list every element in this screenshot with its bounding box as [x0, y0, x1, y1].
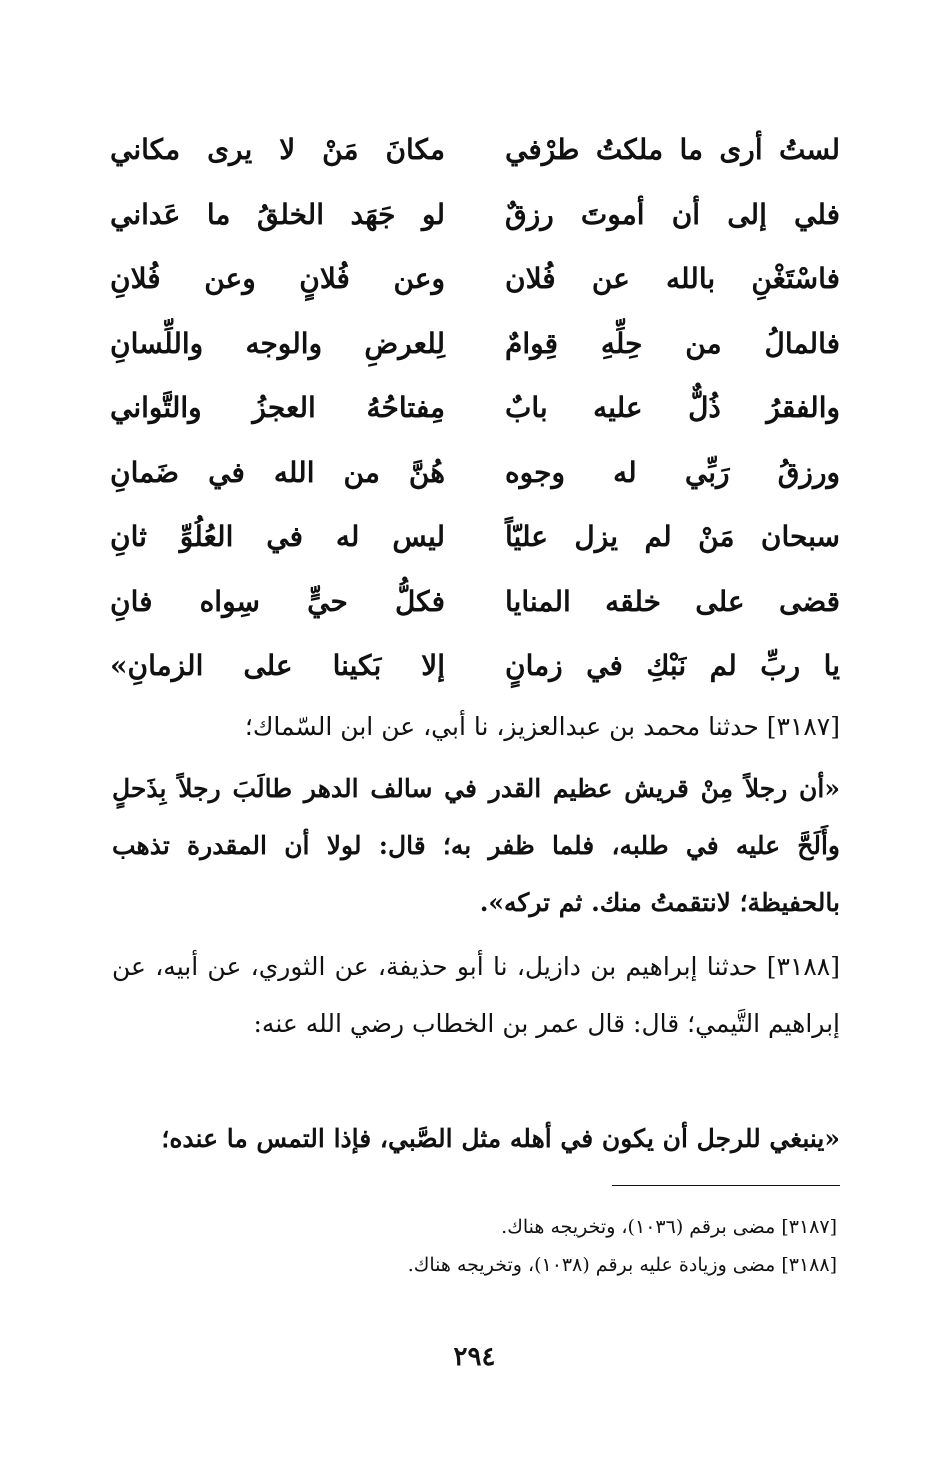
- footnote-3187: [٣١٨٧] مضى برقم (١٠٣٦)، وتخريجه هناك.: [501, 1216, 837, 1238]
- verse-second-hemistich: لِلعرضِ والوجه واللِّسانِ: [110, 326, 445, 360]
- verse: [110, 376, 840, 441]
- verse: [110, 505, 840, 570]
- verse-second-hemistich: إلا بَكينا على الزمانِ»: [110, 649, 445, 683]
- footnote-divider: [612, 1185, 840, 1186]
- verse-second-hemistich: هُنَّ من الله في ضَمانِ: [110, 455, 445, 489]
- verse-first-hemistich: لستُ أرى ما ملكتُ طرْفي: [505, 133, 840, 167]
- verse: [110, 634, 840, 699]
- verse: [110, 570, 840, 635]
- verse-first-hemistich: فلي إلى أن أموتَ رزقٌ: [505, 197, 840, 231]
- verse-second-hemistich: لو جَهَد الخلقُ ما عَداني: [110, 197, 445, 231]
- verse-first-hemistich: والفقرُ ذُلٌّ عليه بابٌ: [505, 391, 840, 425]
- footnotes: [137, 1208, 837, 1284]
- verse-first-hemistich: فالمالُ من حِلِّهِ قِوامٌ: [505, 326, 840, 360]
- footnote-3188: [٣١٨٨] مضى وزيادة عليه برقم (١٠٣٨)، وتخريجه هناك.: [407, 1254, 837, 1276]
- narration-3187-text: «أن رجلاً مِنْ قريش عظيم القدر في سالف الدهر طالَبَ رجلاً بِذَحلٍ وأَلَحَّ عليه في طلبه، فلما ظفر به؛ قال: لولا أن المقدرة تذهب بالحفيظة؛ لانتقمتُ منك. ثم تركه».: [112, 774, 840, 917]
- verse-first-hemistich: يا ربِّ لم نَبْكِ في زمانٍ: [505, 649, 840, 683]
- narration-3187-chain: [٣١٨٧] حدثنا محمد بن عبدالعزيز، نا أبي، عن ابن السّماك؛: [244, 712, 840, 741]
- page-number: ٢٩٤: [453, 1342, 496, 1372]
- verse-second-hemistich: مِفتاحُهُ العجزُ والتَّواني: [110, 391, 445, 425]
- verse-second-hemistich: مكانَ مَنْ لا يرى مكاني: [110, 133, 445, 167]
- narration-3188-text: «ينبغي للرجل أن يكون في أهله مثل الصَّبي، فإذا التمس ما عنده؛: [161, 1124, 840, 1153]
- verse: [110, 247, 840, 312]
- verse: [110, 118, 840, 183]
- verse: [110, 441, 840, 506]
- verse-first-hemistich: فاسْتَغْنِ بالله عن فُلان: [505, 262, 840, 296]
- verse-first-hemistich: قضى على خلقه المنايا: [505, 584, 840, 618]
- verse-second-hemistich: وعن فُلانٍ وعن فُلانِ: [110, 262, 445, 296]
- verse-first-hemistich: ورزقُ رَبِّي له وجوه: [505, 455, 840, 489]
- verse: [110, 312, 840, 377]
- verse-second-hemistich: ليس له في العُلُوِّ ثانِ: [110, 520, 445, 554]
- verse: [110, 183, 840, 248]
- verse-second-hemistich: فكلُّ حيٍّ سِواه فانِ: [110, 584, 445, 618]
- narration-3188-chain: [٣١٨٨] حدثنا إبراهيم بن دازيل، نا أبو حذيفة، عن الثوري، عن أبيه، عن إبراهيم التَّيمي؛ قال: قال عمر بن الخطاب رضي الله عنه:: [112, 952, 840, 1038]
- poem: [110, 118, 840, 699]
- verse-first-hemistich: سبحان مَنْ لم يزل عليّاً: [505, 520, 840, 554]
